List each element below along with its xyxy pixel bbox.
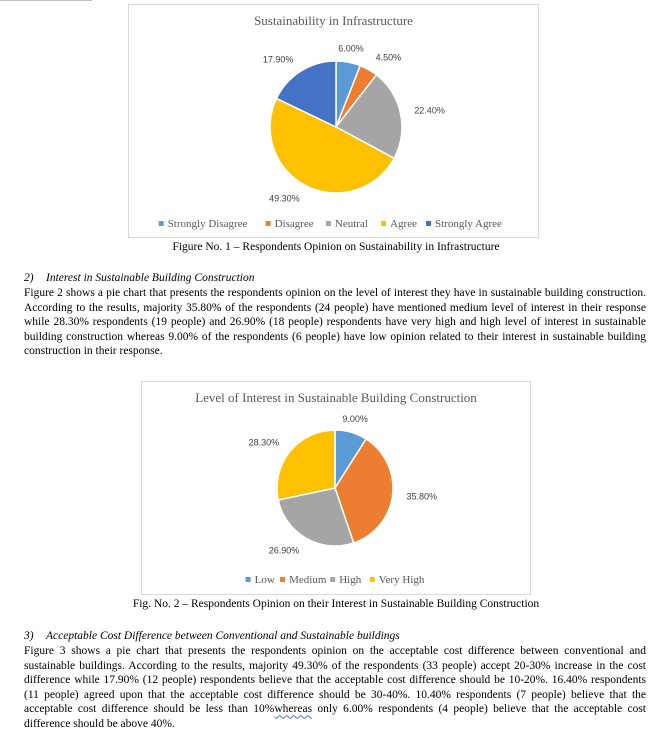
- figure2-legend-low: Low: [254, 574, 275, 586]
- section2-number: 2): [24, 272, 34, 284]
- figure2-legend-swatch-very-high: [370, 577, 375, 582]
- figure1-legend-strongly-agree: Strongly Agree: [435, 218, 502, 230]
- figure2-legend-high: High: [339, 574, 362, 586]
- figure2-legend-swatch-high: [330, 577, 335, 582]
- figure1-legend-disagree: Disagree: [274, 218, 314, 230]
- figure1-label-neutral: 22.40%: [414, 105, 445, 116]
- figure1-legend-swatch-neutral: [326, 221, 331, 226]
- figure1-label-disagree: 4.50%: [375, 52, 402, 63]
- figure1-label-strongly-disagree: 6.00%: [338, 43, 364, 54]
- figure1-label-strongly-agree: 17.90%: [262, 54, 294, 65]
- section3-heading: [24, 630, 400, 642]
- figure1-caption: Figure No. 1 – Respondents Opinion on Sustainability in Infrastructure: [172, 241, 500, 253]
- figure2-legend-medium: Medium: [289, 574, 327, 586]
- figure1-legend-swatch-strongly-agree: [426, 221, 431, 226]
- figure1-legend-swatch-disagree: [266, 221, 271, 226]
- section2-paragraph: Figure 2 shows a pie chart that presents the respondents opinion on the level of interest they have in sustainable building construction. According to the results, majority 35.80% of the respondents (24 people) have mentioned medium level of interest in their response while 28.30% respondents (19 people) and 26.90% (18 people) respondents have very high and high level of interest in sustainable building construction whereas 9.00% of the respondents (6 people) have low opinion related to their interest in sustainable building construction in their response.: [24, 287, 646, 358]
- figure2-slice-very-high: [277, 430, 335, 500]
- figure1-legend-swatch-agree: [381, 221, 386, 226]
- figure1-chart: [128, 4, 539, 238]
- section3-paragraph-part2: only 6.00% respondents (4 people) believe that the acceptable cost difference should be above 40%.: [24, 703, 646, 730]
- figure1-pie-svg: [129, 5, 538, 237]
- figure1-title: Sustainability in Infrastructure: [254, 13, 413, 28]
- figure1-legend-swatch-strongly-disagree: [159, 221, 164, 226]
- section2-title: Interest in Sustainable Building Construction: [46, 272, 255, 284]
- figure2-label-high: 26.90%: [268, 545, 300, 556]
- figure2-label-very-high: 28.30%: [248, 437, 280, 448]
- section3-paragraph-part1: Figure 3 shows a pie chart that presents the respondents opinion on the acceptable cost difference between conventional and sustainable buildings. According to the results, majority 49.30% of the respondents (33 people) accept 20-30% increase in the cost difference while 17.90% (12 people) respondents believe that the acceptable cost difference should be 10-20%. 16.40% respondents (11 people) agreed upon that the acceptable cost difference should be 30-40%. 10.40% respondents (7 people) believe that the acceptable cost difference should be less than 10%: [24, 645, 646, 716]
- figure1-legend-neutral: Neutral: [334, 218, 368, 230]
- figure2-chart: [141, 381, 531, 595]
- section2-heading: [24, 272, 254, 284]
- figure2-title: Level of Interest in Sustainable Building Construction: [195, 390, 477, 405]
- section3-paragraph: [24, 644, 646, 732]
- figure2-label-medium: 35.80%: [406, 491, 438, 502]
- figure2-label-low: 9.00%: [342, 413, 368, 424]
- figure1-label-agree: 49.30%: [269, 193, 300, 204]
- page-top-rule: [0, 0, 92, 1]
- figure1-legend-strongly-disagree: Strongly Disagree: [167, 218, 248, 230]
- figure2-pie-svg: [142, 382, 530, 594]
- figure2-legend-swatch-low: [246, 577, 251, 582]
- figure2-caption: Fig. No. 2 – Respondents Opinion on their Interest in Sustainable Building Construction: [132, 598, 540, 610]
- figure1-legend-agree: Agree: [390, 218, 417, 230]
- figure2-legend-swatch-medium: [280, 577, 285, 582]
- figure2-legend-very-high: Very High: [378, 574, 425, 586]
- section3-number: 3): [24, 630, 34, 642]
- section3-spellcheck-word: whereas: [274, 703, 313, 716]
- section3-title: Acceptable Cost Difference between Conventional and Sustainable buildings: [46, 630, 400, 642]
